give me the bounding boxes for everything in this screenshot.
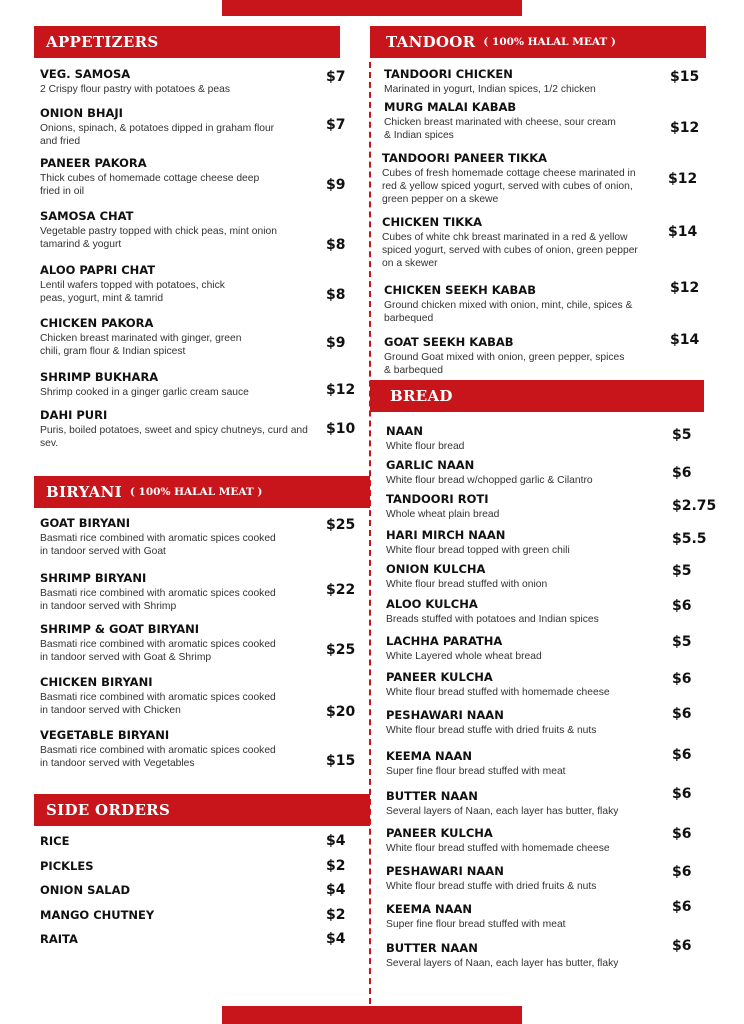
bread-banner — [370, 380, 704, 412]
item-name: VEG. SAMOSA — [40, 67, 131, 81]
item-desc: White flour bread stuffed with onion — [386, 579, 548, 590]
item-name: TANDOORI PANEER TIKKA — [382, 151, 548, 165]
item-name: ALOO PAPRI CHAT — [40, 263, 156, 277]
item-price: $6 — [672, 899, 692, 915]
item-price: $5.5 — [672, 531, 707, 547]
item-name: KEEMA NAAN — [386, 749, 473, 763]
menu-item — [386, 670, 704, 699]
item-price: $22 — [326, 582, 356, 598]
item-price: $4 — [326, 833, 346, 849]
item-desc: 2 Crispy flour pastry with potatoes & peas — [40, 84, 231, 95]
item-desc: Vegetable pastry topped with chick peas, mint onion tamarind & yogurt — [40, 226, 277, 250]
tandoor-banner — [370, 26, 706, 58]
item-desc: Cubes of fresh homemade cottage cheese marinated in red & yellow spiced yogurt, served with cubes of onion, green pepper on a skewe — [382, 168, 636, 205]
item-name: SHRIMP BUKHARA — [40, 370, 159, 384]
menu-item — [40, 209, 350, 251]
appetizers-title: APPETIZERS — [46, 33, 159, 51]
item-name: MANGO CHUTNEY — [40, 908, 155, 922]
item-name: PANEER KULCHA — [386, 670, 493, 684]
item-price: $14 — [670, 332, 700, 348]
item-name: TANDOORI ROTI — [386, 492, 489, 506]
item-desc: Chicken breast marinated with ginger, green chili, gram flour & Indian spicest — [40, 333, 242, 357]
side-orders-banner — [34, 794, 370, 826]
menu-item — [386, 938, 704, 970]
menu-item — [386, 826, 704, 855]
item-desc: Basmati rice combined with aromatic spices cooked in tandoor served with Vegetables — [40, 745, 276, 769]
item-desc: Shrimp cooked in a ginger garlic cream sauce — [40, 387, 249, 398]
item-desc: Basmati rice combined with aromatic spices cooked in tandoor served with Chicken — [40, 692, 276, 716]
item-price: $10 — [326, 421, 356, 437]
item-name: PESHAWARI NAAN — [386, 708, 504, 722]
menu-item — [40, 834, 350, 848]
item-desc: Lentil wafers topped with potatoes, chick peas, yogurt, mint & tamrid — [40, 280, 225, 304]
item-price: $20 — [326, 704, 356, 720]
item-price: $5 — [672, 427, 692, 443]
item-name: MURG MALAI KABAB — [384, 100, 517, 114]
menu-item — [382, 151, 702, 206]
item-desc: White flour bread stuffed with homemade cheese — [386, 687, 610, 698]
item-name: LACHHA PARATHA — [386, 634, 503, 648]
menu-item — [382, 215, 702, 270]
item-name: HARI MIRCH NAAN — [386, 528, 506, 542]
item-desc: Several layers of Naan, each layer has butter, flaky — [386, 806, 619, 817]
item-desc: White flour bread w/chopped garlic & Cilantro — [386, 475, 593, 486]
item-price: $4 — [326, 882, 346, 898]
item-price: $5 — [672, 563, 692, 579]
appetizers-banner — [34, 26, 340, 58]
menu-item — [40, 316, 350, 358]
item-name: TANDOORI CHICKEN — [384, 67, 513, 81]
item-price: $6 — [672, 598, 692, 614]
menu-item — [40, 728, 356, 770]
menu-item — [386, 424, 704, 453]
item-desc: Super fine flour bread stuffed with meat — [386, 766, 566, 777]
biryani-title: BIRYANI — [46, 483, 122, 501]
menu-item — [40, 408, 356, 450]
item-price: $2 — [326, 858, 346, 874]
item-price: $25 — [326, 517, 356, 533]
item-price: $9 — [326, 177, 346, 193]
menu-item — [386, 492, 717, 521]
column-divider — [369, 62, 371, 1004]
item-desc: Cubes of white chk breast marinated in a red & yellow spiced yogurt, served with cubes of onion, green pepper on a skewer — [382, 232, 638, 269]
item-desc: Whole wheat plain bread — [386, 509, 500, 520]
item-price: $7 — [326, 117, 346, 133]
item-name: GOAT BIRYANI — [40, 516, 131, 530]
item-name: CHICKEN BIRYANI — [40, 675, 153, 689]
tandoor-subtitle: ( 100% HALAL MEAT ) — [483, 36, 616, 48]
item-name: ONION KULCHA — [386, 562, 486, 576]
item-name: GOAT SEEKH KABAB — [384, 335, 514, 349]
menu-item — [384, 67, 702, 96]
item-desc: Basmati rice combined with aromatic spices cooked in tandoor served with Goat — [40, 533, 276, 557]
item-desc: Ground chicken mixed with onion, mint, chile, spices & barbequed — [384, 300, 633, 324]
item-name: NAAN — [386, 424, 424, 438]
item-price: $12 — [326, 382, 356, 398]
item-price: $6 — [672, 465, 692, 481]
item-price: $25 — [326, 642, 356, 658]
menu-item — [384, 280, 702, 325]
menu-item — [386, 899, 704, 931]
item-name: SHRIMP BIRYANI — [40, 571, 147, 585]
item-name: PANEER PAKORA — [40, 156, 147, 170]
menu-item — [40, 675, 356, 720]
menu-item — [40, 516, 356, 558]
item-desc: Several layers of Naan, each layer has butter, flaky — [386, 958, 619, 969]
item-name: BUTTER NAAN — [386, 789, 478, 803]
menu-item — [386, 749, 704, 778]
item-price: $6 — [672, 747, 692, 763]
tandoor-title: TANDOOR — [386, 33, 476, 51]
menu-item — [384, 100, 702, 142]
item-name: PESHAWARI NAAN — [386, 864, 504, 878]
bottom-accent-bar — [222, 1006, 522, 1024]
item-desc: Ground Goat mixed with onion, green pepper, spices & barbequed — [384, 352, 625, 376]
item-desc: Basmati rice combined with aromatic spices cooked in tandoor served with Goat & Shrimp — [40, 639, 276, 663]
bread-title: BREAD — [390, 387, 453, 405]
item-name: ONION BHAJI — [40, 106, 123, 120]
menu-item — [386, 634, 704, 663]
item-desc: White Layered whole wheat bread — [386, 651, 542, 662]
item-name: ONION SALAD — [40, 883, 131, 897]
item-price: $4 — [326, 931, 346, 947]
item-price: $6 — [672, 864, 692, 880]
item-name: SAMOSA CHAT — [40, 209, 134, 223]
item-desc: Puris, boiled potatoes, sweet and spicy chutneys, curd and sev. — [40, 425, 308, 449]
item-desc: White flour bread — [386, 441, 465, 452]
menu-item — [40, 859, 350, 873]
menu-item — [40, 156, 350, 198]
item-price: $14 — [668, 224, 698, 240]
item-price: $15 — [670, 69, 700, 85]
item-name: GARLIC NAAN — [386, 458, 475, 472]
menu-item — [386, 597, 704, 626]
item-desc: Chicken breast marinated with cheese, sour cream & Indian spices — [384, 117, 616, 141]
menu-item — [40, 932, 350, 946]
item-name: BUTTER NAAN — [386, 941, 478, 955]
item-price: $6 — [672, 826, 692, 842]
item-price: $15 — [326, 753, 356, 769]
item-desc: White flour bread stuffe with dried fruits & nuts — [386, 725, 597, 736]
item-desc: White flour bread stuffe with dried fruits & nuts — [386, 881, 597, 892]
side-orders-title: SIDE ORDERS — [46, 801, 171, 819]
item-name: CHICKEN SEEKH KABAB — [384, 283, 536, 297]
menu-item — [40, 263, 350, 305]
menu-item — [384, 332, 702, 377]
menu-item — [386, 528, 707, 557]
item-price: $7 — [326, 69, 346, 85]
menu-item — [386, 708, 704, 737]
item-desc: Thick cubes of homemade cottage cheese deep fried in oil — [40, 173, 260, 197]
item-name: SHRIMP & GOAT BIRYANI — [40, 622, 200, 636]
item-price: $12 — [668, 171, 698, 187]
item-price: $5 — [672, 634, 692, 650]
menu-item — [40, 67, 350, 96]
item-price: $6 — [672, 786, 692, 802]
menu-item — [40, 370, 356, 399]
item-desc: Marinated in yogurt, Indian spices, 1/2 chicken — [384, 84, 596, 95]
item-price: $6 — [672, 938, 692, 954]
item-desc: Onions, spinach, & potatoes dipped in graham flour and fried — [40, 123, 275, 147]
item-price: $8 — [326, 287, 346, 303]
item-name: PANEER KULCHA — [386, 826, 493, 840]
item-name: CHICKEN PAKORA — [40, 316, 154, 330]
item-desc: Super fine flour bread stuffed with meat — [386, 919, 566, 930]
item-name: DAHI PURI — [40, 408, 108, 422]
item-name: VEGETABLE BIRYANI — [40, 728, 170, 742]
item-desc: Basmati rice combined with aromatic spices cooked in tandoor served with Shrimp — [40, 588, 276, 612]
item-price: $2 — [326, 907, 346, 923]
item-name: CHICKEN TIKKA — [382, 215, 483, 229]
menu-item — [40, 571, 356, 613]
biryani-banner — [34, 476, 370, 508]
item-name: RICE — [40, 834, 70, 848]
item-desc: White flour bread topped with green chili — [386, 545, 570, 556]
item-price: $8 — [326, 237, 346, 253]
item-price: $12 — [670, 120, 700, 136]
menu-item — [40, 883, 350, 897]
menu-item — [40, 908, 350, 922]
item-price: $6 — [672, 671, 692, 687]
item-price: $12 — [670, 280, 700, 296]
menu-item — [386, 786, 704, 818]
item-desc: White flour bread stuffed with homemade cheese — [386, 843, 610, 854]
item-name: ALOO KULCHA — [386, 597, 478, 611]
item-price: $6 — [672, 706, 692, 722]
item-price: $2.75 — [672, 498, 717, 514]
top-accent-bar — [222, 0, 522, 16]
menu-item — [40, 106, 350, 148]
item-name: KEEMA NAAN — [386, 902, 473, 916]
item-name: RAITA — [40, 932, 78, 946]
item-price: $9 — [326, 335, 346, 351]
biryani-subtitle: ( 100% HALAL MEAT ) — [129, 486, 263, 498]
menu-item — [386, 458, 704, 487]
menu-item — [40, 622, 356, 664]
menu-item — [386, 864, 704, 893]
item-desc: Breads stuffed with potatoes and Indian spices — [386, 614, 599, 625]
menu-item — [386, 562, 704, 591]
item-name: PICKLES — [40, 859, 94, 873]
